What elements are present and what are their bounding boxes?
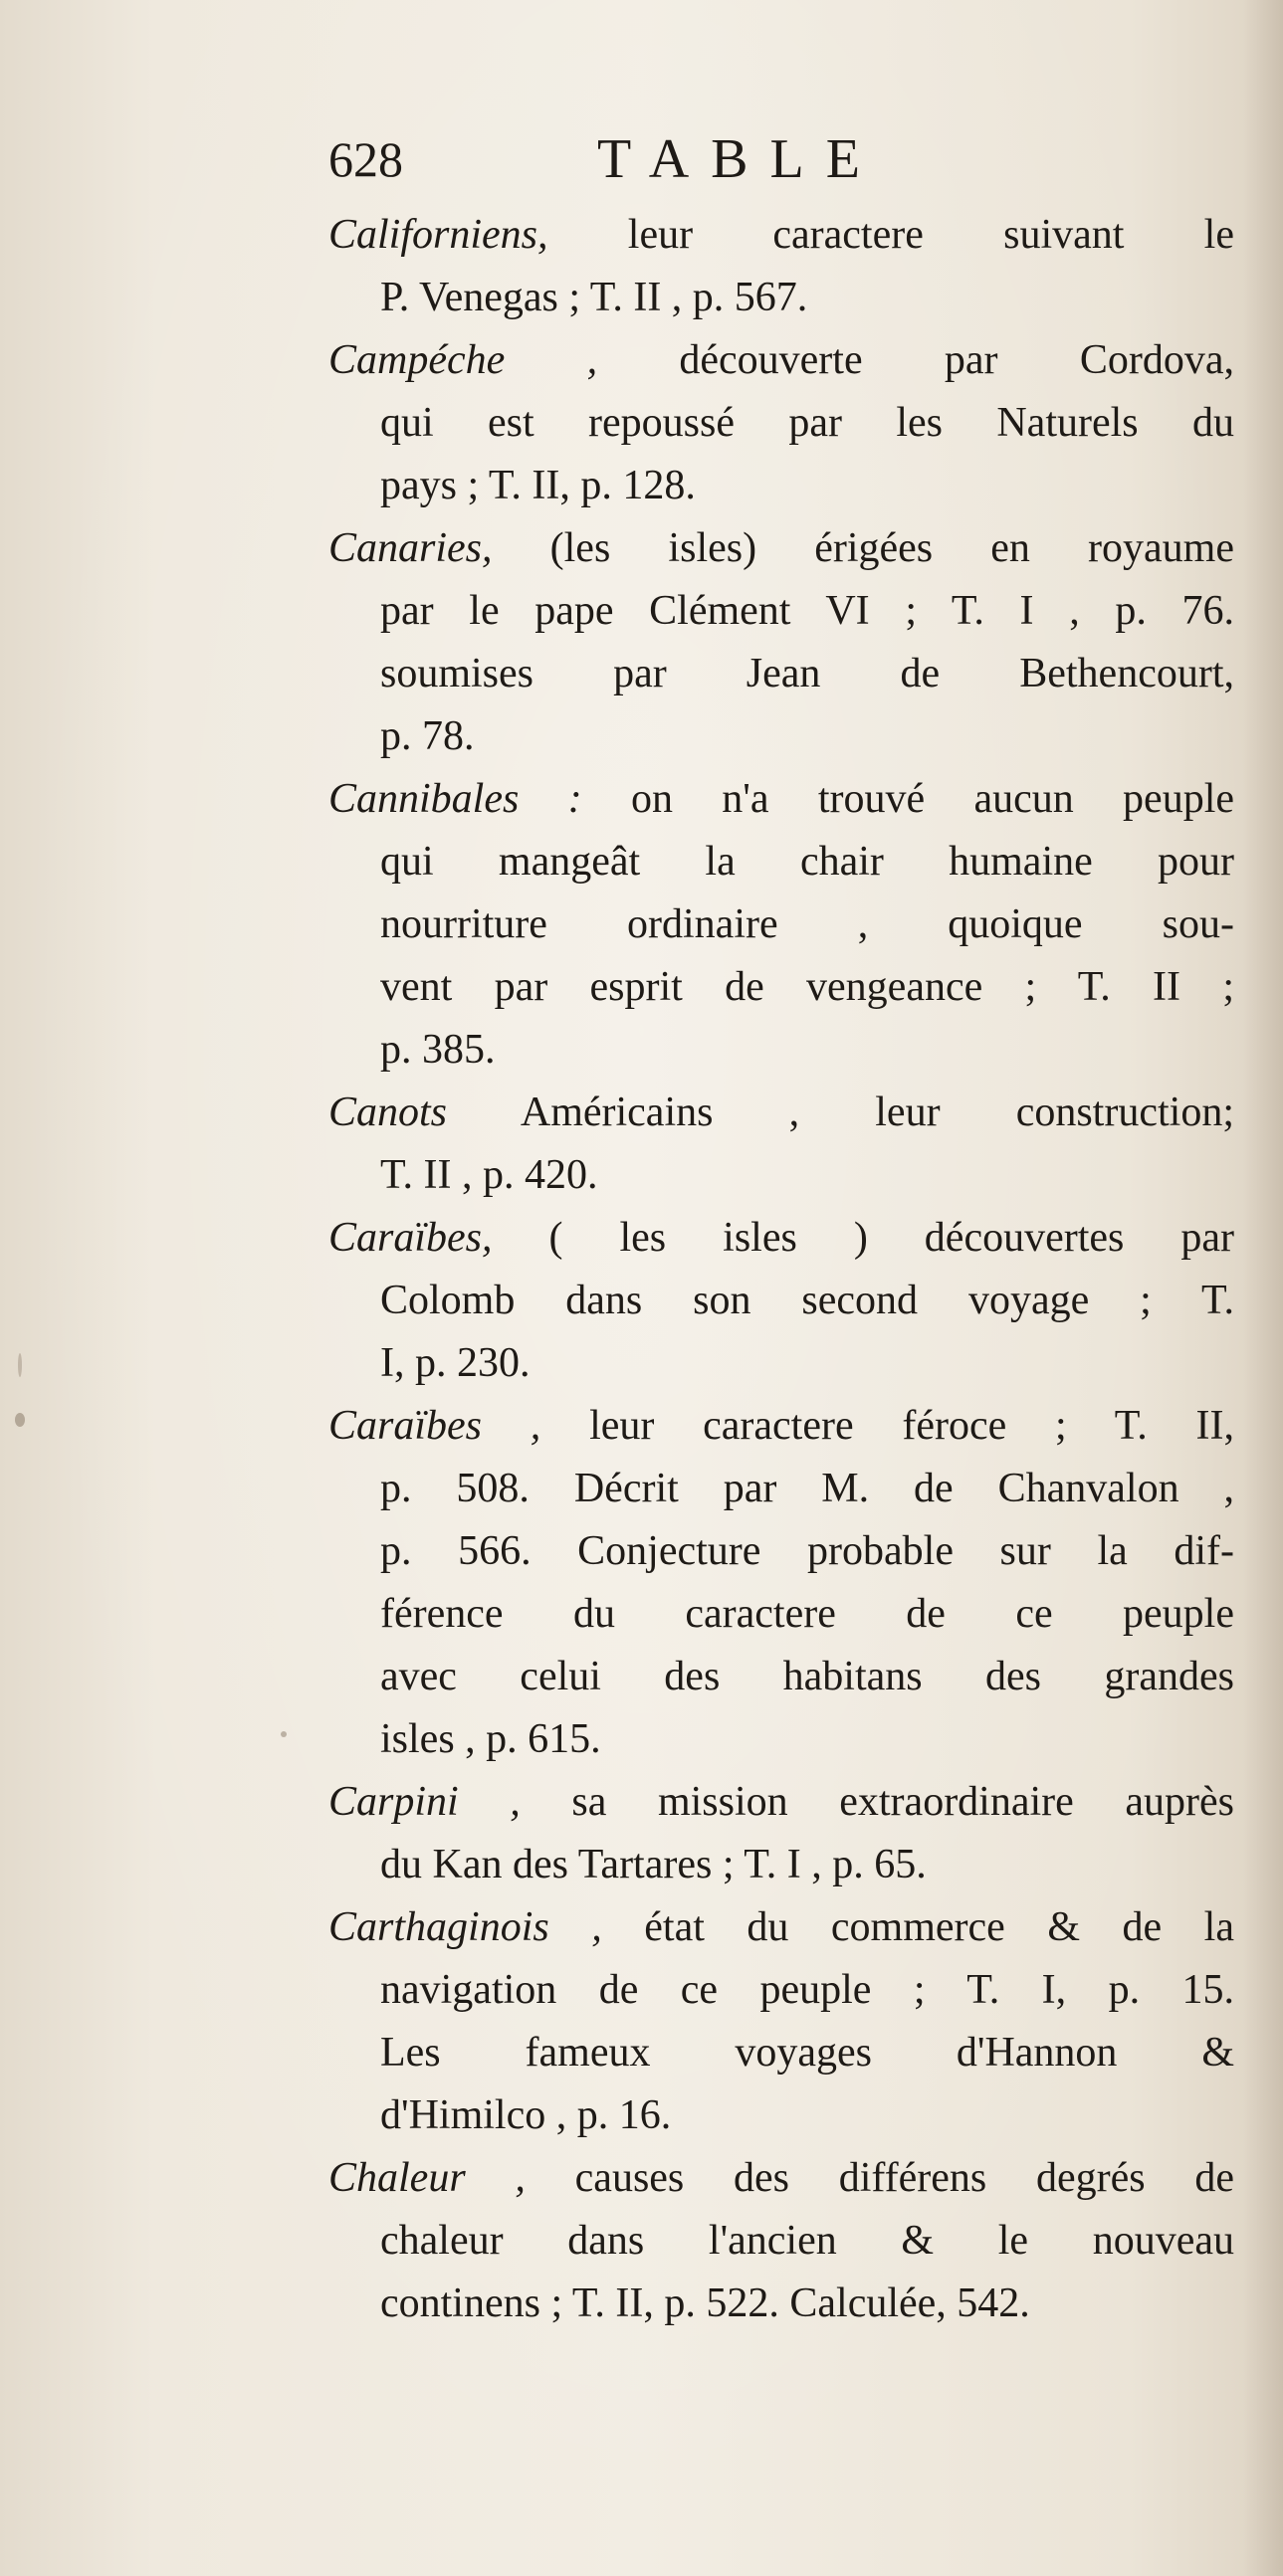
- running-title: TABLE: [597, 128, 882, 190]
- entry-line: p. 566. Conjecture probable sur la dif-: [380, 1528, 1234, 1574]
- entry-line: qui mangeât la chair humaine pour: [380, 839, 1234, 885]
- entry-text: causes des différens degrés de: [525, 2155, 1234, 2201]
- entry-line: [328, 1395, 1234, 1458]
- entry-line: [328, 329, 1234, 392]
- entry-term: Caraïbes ,: [328, 1403, 541, 1449]
- entry-text: leur caractere féroce ; T. II,: [540, 1403, 1235, 1449]
- page-number: 628: [328, 131, 403, 187]
- entry-line: Colomb dans son second voyage ; T.: [380, 1278, 1234, 1323]
- entry-line: vent par esprit de vengeance ; T. II ;: [380, 964, 1234, 1010]
- entry-line: [328, 1896, 1234, 1959]
- entry-text: (les isles) érigées en royaume: [492, 525, 1234, 571]
- entry-line: p. 385.: [380, 1027, 496, 1073]
- entry-term: Caraïbes,: [328, 1215, 493, 1261]
- entry-line: [328, 1082, 1234, 1144]
- index-entry: [328, 329, 1234, 517]
- entry-term: Cannibales :: [328, 776, 582, 822]
- entry-line: [328, 1207, 1234, 1270]
- entry-line: nourriture ordinaire , quoique sou-: [380, 901, 1234, 947]
- entry-text: sa mission extraordinaire auprès: [520, 1779, 1234, 1825]
- index-entries: [328, 204, 1234, 2335]
- entry-line: d'Himilco , p. 16.: [380, 2092, 672, 2138]
- page-edge-shadow: [1243, 0, 1283, 2576]
- paper-speck: [18, 1353, 22, 1377]
- entry-line: avec celui des habitans des grandes: [380, 1654, 1234, 1699]
- entry-line: p. 78.: [380, 713, 475, 759]
- entry-line: T. II , p. 420.: [380, 1152, 598, 1198]
- entry-line: p. 508. Décrit par M. de Chanvalon ,: [380, 1466, 1234, 1511]
- entry-line: [328, 517, 1234, 580]
- entry-term: Carpini ,: [328, 1779, 521, 1825]
- entry-line: [328, 204, 1234, 267]
- paper-speck: [15, 1413, 25, 1427]
- entry-line: qui est repoussé par les Naturels du: [380, 400, 1234, 446]
- index-entry: [328, 1395, 1234, 1771]
- entry-line: I, p. 230.: [380, 1340, 531, 1386]
- index-entry: [328, 1207, 1234, 1395]
- entry-line: Les fameux voyages d'Hannon &: [380, 2030, 1234, 2076]
- entry-line: P. Venegas ; T. II , p. 567.: [380, 275, 808, 320]
- entry-line: [328, 768, 1234, 831]
- index-entry: [328, 768, 1234, 1082]
- index-entry: [328, 2147, 1234, 2335]
- entry-line: continens ; T. II, p. 522. Calculée, 542.: [380, 2280, 1030, 2326]
- entry-line: [328, 2147, 1234, 2210]
- entry-term: Canaries,: [328, 525, 493, 571]
- entry-line: soumises par Jean de Bethencourt,: [380, 651, 1234, 696]
- entry-line: pays ; T. II, p. 128.: [380, 463, 696, 508]
- entry-line: par le pape Clément VI ; T. I , p. 76.: [380, 588, 1234, 634]
- entry-term: Campéche ,: [328, 337, 598, 383]
- index-entry: [328, 1771, 1234, 1896]
- entry-text: on n'a trouvé aucun peuple: [581, 776, 1234, 822]
- entry-text: ( les isles ) découvertes par: [492, 1215, 1234, 1261]
- entry-line: du Kan des Tartares ; T. I , p. 65.: [380, 1842, 927, 1887]
- index-entry: [328, 1896, 1234, 2147]
- paper-speck: [281, 1731, 287, 1737]
- entry-text: découverte par Cordova,: [597, 337, 1234, 383]
- index-entry: [328, 517, 1234, 768]
- entry-term: Canots: [328, 1090, 448, 1135]
- entry-text: état du commerce & de la: [601, 1904, 1234, 1950]
- entry-text: leur caractere suivant le: [547, 212, 1234, 258]
- entry-term: Carthaginois ,: [328, 1904, 602, 1950]
- entry-term: Californiens,: [328, 212, 548, 258]
- entry-term: Chaleur ,: [328, 2155, 526, 2201]
- index-entry: [328, 204, 1234, 329]
- entry-text: Américains , leur construction;: [447, 1090, 1234, 1135]
- entry-line: isles , p. 615.: [380, 1716, 601, 1762]
- entry-line: férence du caractere de ce peuple: [380, 1591, 1234, 1637]
- index-entry: [328, 1082, 1234, 1207]
- entry-line: chaleur dans l'ancien & le nouveau: [380, 2218, 1234, 2264]
- page-header: [328, 124, 1224, 204]
- entry-line: navigation de ce peuple ; T. I, p. 15.: [380, 1967, 1234, 2013]
- entry-line: [328, 1771, 1234, 1834]
